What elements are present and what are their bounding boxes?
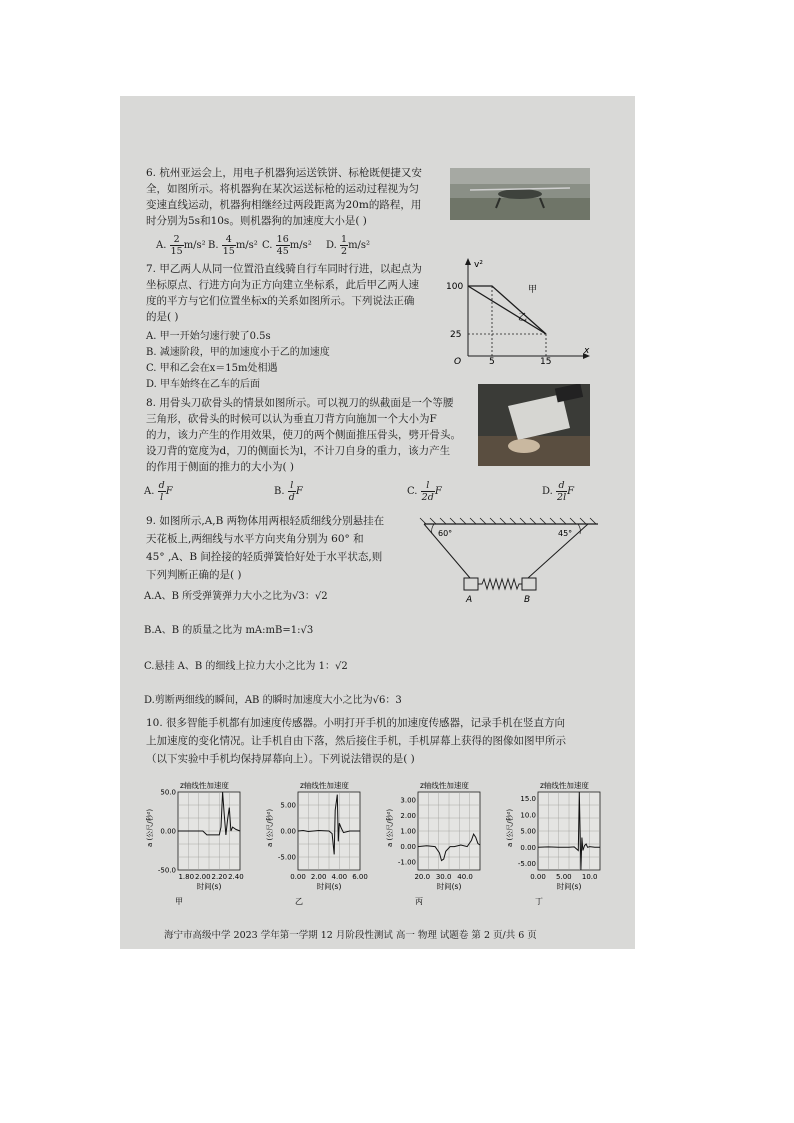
chart-title: z轴线性加速度 bbox=[300, 781, 349, 790]
y-tick-label: -1.00 bbox=[397, 858, 416, 867]
panel-label: 丙 bbox=[415, 897, 423, 906]
x-tick-label: 2.00 bbox=[195, 873, 211, 881]
y-axis-label: a (公尺/秒²) bbox=[506, 808, 514, 847]
q6-line: 6. 杭州亚运会上，用电子机器狗运送铁饼、标枪既便捷又安 bbox=[146, 167, 422, 179]
x-tick-label: 2.40 bbox=[228, 873, 244, 881]
y-tick-label: 50.0 bbox=[160, 788, 176, 797]
y-axis-label: a (公尺/秒²) bbox=[146, 808, 154, 847]
x-tick-label: 10.0 bbox=[581, 873, 598, 881]
accel-chart-3 bbox=[385, 780, 480, 906]
y-axis-label: a (公尺/秒²) bbox=[266, 808, 274, 847]
q9-option-d[interactable]: D.剪断两细线的瞬间，AB 的瞬时加速度大小之比为√6：3 bbox=[144, 695, 402, 706]
label-jia: 甲 bbox=[528, 285, 538, 295]
q6-option-d[interactable]: D. $\frac{1}{2}$ m/s² bbox=[326, 234, 371, 257]
panel-label: 甲 bbox=[175, 897, 183, 906]
q9-spring-figure bbox=[416, 516, 602, 606]
x-tick-label: 20.0 bbox=[414, 873, 431, 881]
y-axis-label: a (公尺/秒²) bbox=[386, 808, 394, 847]
robot-dog-photo bbox=[450, 168, 590, 220]
q6-option-c[interactable]: C. $\frac{16}{45}$ m/s² bbox=[262, 234, 312, 257]
y-tick-label: 5.00 bbox=[520, 827, 536, 836]
q7-option-b[interactable]: B. 减速阶段，甲的加速度小于乙的加速度 bbox=[146, 347, 330, 358]
q8-line: 三角形，砍骨头的时候可以认为垂直刀背方向施加一个大小为F bbox=[146, 413, 437, 425]
x-axis-label: 时间(s) bbox=[436, 882, 462, 891]
q6-line: 全，如图所示。将机器狗在某次运送标枪的运动过程视为匀 bbox=[146, 183, 419, 195]
block-b-label: B bbox=[524, 595, 531, 605]
accel-chart-4 bbox=[505, 780, 600, 906]
y-tick-label: 3.00 bbox=[400, 796, 416, 805]
q9-line: 45° ,A、B 间拴接的轻质弹簧恰好处于水平状态,则 bbox=[146, 551, 383, 563]
q8-option-b[interactable]: B. $\frac{l}{d}$ F bbox=[274, 480, 303, 503]
q10-line: 上加速度的变化情况。让手机自由下落，然后接住手机，手机屏幕上获得的图像如图甲所示 bbox=[146, 735, 566, 747]
x-tick-label: 2.20 bbox=[211, 873, 228, 881]
q7-v2-x-graph bbox=[446, 256, 592, 364]
q9-line: 9. 如图所示,A,B 两物体用两根轻质细线分别悬挂在 bbox=[146, 515, 385, 527]
q6-option-b[interactable]: B. $\frac{4}{15}$ m/s² bbox=[208, 234, 258, 257]
q7-line: 的是( ) bbox=[146, 311, 179, 323]
y-tick-label: -5.00 bbox=[277, 853, 296, 862]
chart-title: z轴线性加速度 bbox=[180, 781, 229, 790]
x-tick-label: 30.0 bbox=[435, 873, 452, 881]
q8-option-a[interactable]: A. $\frac{d}{l}$ F bbox=[144, 480, 173, 503]
exam-page bbox=[120, 96, 635, 949]
angle-45-label: 45° bbox=[558, 529, 573, 538]
q9-line: 下列判断正确的是( ) bbox=[146, 569, 242, 581]
chart-title: z轴线性加速度 bbox=[540, 781, 589, 790]
q7-line: 坐标原点、行进方向为正方向建立坐标系，此后甲乙两人速 bbox=[146, 279, 419, 291]
panel-label: 乙 bbox=[295, 897, 303, 906]
y-tick-label: -5.00 bbox=[517, 860, 536, 868]
x-tick-5: 5 bbox=[489, 357, 495, 364]
q9-option-a[interactable]: A.A、B 所受弹簧弹力大小之比为√3：√2 bbox=[144, 591, 328, 602]
q7-option-c[interactable]: C. 甲和乙会在x＝15m处相遇 bbox=[146, 363, 278, 374]
q9-option-b[interactable]: B.A、B 的质量之比为 mA:mB=1:√3 bbox=[144, 625, 314, 636]
q6-line: 变速直线运动，机器狗相继经过两段距离为20m的路程，用 bbox=[146, 199, 422, 211]
x-tick-label: 6.00 bbox=[352, 873, 368, 881]
q7-line: 7. 甲乙两人从同一位置沿直线骑自行车同时行进，以起点为 bbox=[146, 263, 422, 275]
x-tick-label: 40.0 bbox=[457, 873, 473, 881]
block-a-label: A bbox=[466, 595, 473, 605]
y-axis-label: v² bbox=[474, 260, 483, 270]
y-tick-label: 2.00 bbox=[400, 811, 416, 820]
q7-line: 度的平方与它们位置坐标x的关系如图所示。下列说法正确 bbox=[146, 295, 415, 307]
q10-accel-charts bbox=[138, 778, 618, 918]
label-yi: 乙 bbox=[518, 313, 528, 323]
y-tick-label: -50.0 bbox=[157, 866, 176, 875]
x-tick-label: 0.00 bbox=[290, 873, 306, 881]
x-axis-label: 时间(s) bbox=[556, 882, 582, 891]
x-axis-label: 时间(s) bbox=[316, 882, 342, 891]
panel-label: 丁 bbox=[535, 897, 543, 906]
origin-label: O bbox=[454, 357, 462, 364]
y-tick-label: 15.0 bbox=[520, 795, 536, 803]
x-tick-15: 15 bbox=[540, 357, 552, 364]
q6-option-a[interactable]: A. $\frac{2}{15}$ m/s² bbox=[156, 234, 206, 257]
bone-knife-photo bbox=[478, 384, 590, 466]
q10-line: （以下实验中手机均保持屏幕向上）。下列说法错误的是( ) bbox=[146, 753, 415, 765]
y-tick-label: 5.00 bbox=[280, 801, 296, 810]
q10-line: 10. 很多智能手机都有加速度传感器。小明打开手机的加速度传感器，记录手机在竖直方向 bbox=[146, 717, 566, 729]
q8-option-c[interactable]: C. $\frac{l}{2d}$ F bbox=[407, 480, 442, 503]
y-tick-label: 0.00 bbox=[520, 843, 536, 852]
q6-line: 时分别为5s和10s。则机器狗的加速度大小是( ) bbox=[146, 215, 367, 227]
q8-line: 设刀背的宽度为d，刀的侧面长为l，不计刀自身的重力，该力产生 bbox=[146, 445, 451, 457]
x-tick-label: 5.00 bbox=[556, 873, 572, 881]
accel-chart-2 bbox=[265, 780, 368, 906]
angle-60-label: 60° bbox=[438, 529, 453, 538]
q8-line: 8. 用骨头刀砍骨头的情景如图所示。可以视刀的纵截面是一个等腰 bbox=[146, 397, 454, 409]
y-tick-label: 10.0 bbox=[520, 811, 536, 820]
y-tick-label: 1.00 bbox=[400, 827, 416, 836]
y-tick-100: 100 bbox=[446, 282, 464, 292]
chart-title: z轴线性加速度 bbox=[420, 781, 469, 790]
y-tick-25: 25 bbox=[450, 330, 462, 340]
x-tick-label: 2.00 bbox=[310, 873, 327, 881]
q8-line: 的力，该力产生的作用效果，使刀的两个侧面推压骨头，劈开骨头。 bbox=[146, 429, 461, 441]
q9-line: 天花板上,两细线与水平方向夹角分别为 60° 和 bbox=[146, 533, 364, 545]
q8-option-d[interactable]: D. $\frac{d}{2l}$ F bbox=[542, 480, 575, 503]
x-tick-label: 4.00 bbox=[331, 873, 348, 881]
q7-option-a[interactable]: A. 甲一开始匀速行驶了0.5s bbox=[146, 331, 271, 342]
x-axis-label: x bbox=[584, 346, 590, 356]
x-axis-label: 时间(s) bbox=[196, 882, 222, 891]
page-footer: 海宁市高级中学 2023 学年第一学期 12 月阶段性测试 高一 物理 试题卷 第 2 页/共 6 页 bbox=[164, 930, 537, 941]
q8-line: 的作用于侧面的推力的大小为( ) bbox=[146, 461, 295, 473]
accel-chart-1 bbox=[145, 780, 244, 906]
y-tick-label: 0.00 bbox=[160, 827, 176, 836]
x-tick-label: 1.80 bbox=[178, 873, 195, 881]
q7-option-d[interactable]: D. 甲车始终在乙车的后面 bbox=[146, 379, 261, 390]
y-tick-label: 0.00 bbox=[280, 827, 296, 836]
x-tick-label: 0.00 bbox=[530, 873, 546, 881]
q9-option-c[interactable]: C.悬挂 A、B 的细线上拉力大小之比为 1：√2 bbox=[144, 661, 348, 672]
y-tick-label: 0.00 bbox=[400, 843, 416, 852]
